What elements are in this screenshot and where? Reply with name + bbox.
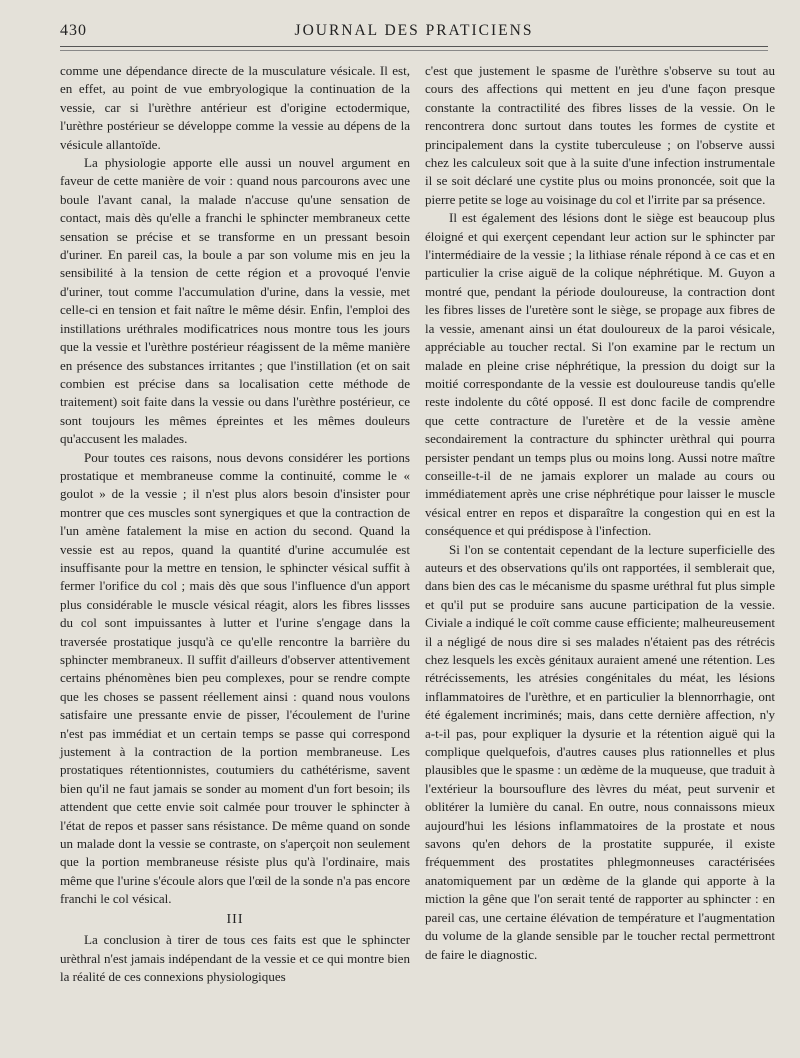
- header-rule-thin: [60, 50, 768, 51]
- left-column: [60, 62, 410, 986]
- right-paragraph-3: Si l'on se contentait cependant de la lecture superficielle des auteurs et des observations qu'ils ont rapportées, il semblerait que, dans bien des cas le mécanisme du spasme uréthral fut plus simple et qu'il put se produire sans aucune participation de la vessie. Civiale a indiqué le coït comme cause efficiente; malheureusement il a négligé de nous dire si ses malades n'étaient pas des rétrécis chez lesquels les excès génitaux auraient amené une rétention. Les rétrécissements, les atrésies congénitales du méat, les lésions inflammatoires de l'urèthre, et en particulier la blennorrhagie, ont été également incriminés; mais, dans cette dernière affection, n'y a-t-il pas, pour expliquer la dysurie et la rétention aiguë qui la complique quelquefois, d'autres causes plus rationnelles et plus plausibles que le spasme : un œdème de la muqueuse, que traduit à l'extérieur la boursouflure des lèvres du méat, peut survenir et oblitérer la lumière du canal. En outre, nous connaissons mieux aujourd'hui les lésions inflammatoires de la prostate et nous savons qu'en dehors de la prostatite suppurée, il existe fréquemment des prostatites phlegmonneuses caractérisées anatomiquement par un œdème de la glande qui apporte à la miction la gêne que l'on serait tenté de rapporter au sphincter : en pareil cas, une certaine élévation de température et l'augmentation du volume de la glande sensible par le toucher rectal permettront de faire le diagnostic.: [425, 541, 775, 962]
- page-header: [60, 22, 768, 42]
- left-paragraph-4: La conclusion à tirer de tous ces faits est que le sphincter urèthral n'est jamais indépendant de la vessie et ce qui montre bien la réalité de ces connexions physiologiques: [60, 932, 410, 984]
- left-paragraph-2: La physiologie apporte elle aussi un nouvel argument en faveur de cette manière de voir : quand nous parcourons avec une boule l'avant canal, la malade n'accuse qu'une sensation de contact, mais dès qu'elle a franchi le sphincter membraneux cette sensation se précise et se transforme en un pressant besoin d'uriner. En pareil cas, la boule a par son volume mis en jeu la sensibilité à la tension de cette région et a provoqué l'envie d'uriner, tout comme l'accumulation d'urine, dans la vessie, met celle-ci en tension et fait naître le même désir. Enfin, l'emploi des instillations uréthrales modificatrices nous montre tous les jours que la vessie et l'urèthre postérieur réagissent de la même manière en présence des substances irritantes ; que l'instillation (et on sait combien est précise dans sa localisation cette méthode de traitement) soit faite dans la vessie ou dans l'urèthre postérieur, ce sont toujours les mêmes épreintes et les mêmes douleurs qu'accusent les malades.: [60, 155, 410, 447]
- right-column: [425, 62, 775, 964]
- running-head: JOURNAL DES PRATICIENS: [294, 22, 534, 39]
- left-paragraph-1: comme une dépendance directe de la musculature vésicale. Il est, en effet, au point de vue embryologique la continuation de la vessie, car si l'urèthre antérieur est d'origine ectodermique, l'urèthre postérieur se développe comme la vessie au dépens de la vésicule allantoïde.: [60, 63, 410, 152]
- page-number: 430: [60, 22, 87, 39]
- right-paragraph-1: c'est que justement le spasme de l'urèthre s'observe su tout au cours des affections qui mettent en jeu d'une façon presque constante la contractilité des fibres lisses de la vessie. On le rencontrera donc surtout dans toutes les formes de cystite et principalement dans la cystite tuberculeuse ; on l'observe aussi chez les calculeux soit que à la suite d'une infection instrumentale il se soit déclaré une cystite plus ou moins prononcée, soit que la pierre petite se loge au voisinage du col et l'irrite par sa présence.: [425, 63, 775, 207]
- right-paragraph-2: Il est également des lésions dont le siège est beaucoup plus éloigné et qui exerçent cependant leur action sur le sphincter par l'intermédiaire de la vessie ; la lithiase rénale répond à ce cas et en particulier la crise aiguë de la colique néphrétique. M. Guyon a montré que, pendant la période douloureuse, la contraction dont les fibres lisses de l'uretère sont le siège, se propage aux fibres de la vessie, amenant ainsi un état douloureux de la paroi vésicale, appréciable au toucher rectal. Si l'on examine par le rectum un malade en pleine crise néphrétique, la pression du doigt sur la moitié correspondante de la vessie est douloureuse tandis qu'elle reste indolente du côté opposé. Il est donc facile de comprendre que cette contracture de l'uretère et de la vessie amène secondairement la contracture du sphincter urèthral qui pourra persister pendant un temps plus ou moins long. Aussi notre maître conseille-t-il de ne jamais explorer un malade au cours ou immédiatement après une crise néphrétique pour laisser le muscle vésical entrer en repos et disparaître la congestion qui en est la conséquence et qui prédispose à l'infection.: [425, 210, 775, 539]
- left-paragraph-3: Pour toutes ces raisons, nous devons considérer les portions prostatique et membraneuse comme la continuité, comme le « goulot » de la vessie ; il n'est plus alors besoin d'insister pour montrer que ces muscles sont synergiques et que la contraction de l'un amène fatalement la mise en action du second. Quand la vessie est au repos, quand la quantité d'urine accumulée est insuffisante pour la mettre en tension, le sphincter vésical suffit à fermer l'orifice du col ; mais dès que sous l'influence d'un apport plus considérable le muscle vésical réagit, alors les fibres lissses du col sont impuissantes à lutter et l'urine s'engage dans la traversée prostatique jusqu'à ce qu'elle rencontre la barrière du sphincter membraneux. Il suffit d'ailleurs d'observer attentivement certains phénomènes bien peu complexes, pour se rendre compte que les choses se passent réellement ainsi : quand nous voulons satisfaire une pressante envie de pisser, l'écoulement de l'urine n'est pas immédiat et un certain temps se passe qui correspond justement à la contraction de la portion membraneuse. Les prostatiques rétentionnistes, coutumiers du cathétérisme, savent bien qu'il ne faut jamais se sonder au moment d'un fort besoin; ils attendent que cette envie soit calmée pour trouver le sphincter à l'état de repos et passer sans résistance. De même quand on sonde un malade dont la vessie se contraste, on s'aperçoit non seulement que la portion membraneuse résiste plus qu'à l'ordinaire, mais même que l'urine s'écoule alors que l'œil de la sonde n'a pas encore franchi le col vésical.: [60, 449, 410, 907]
- section-number: III: [226, 911, 244, 927]
- header-rule: [60, 46, 768, 47]
